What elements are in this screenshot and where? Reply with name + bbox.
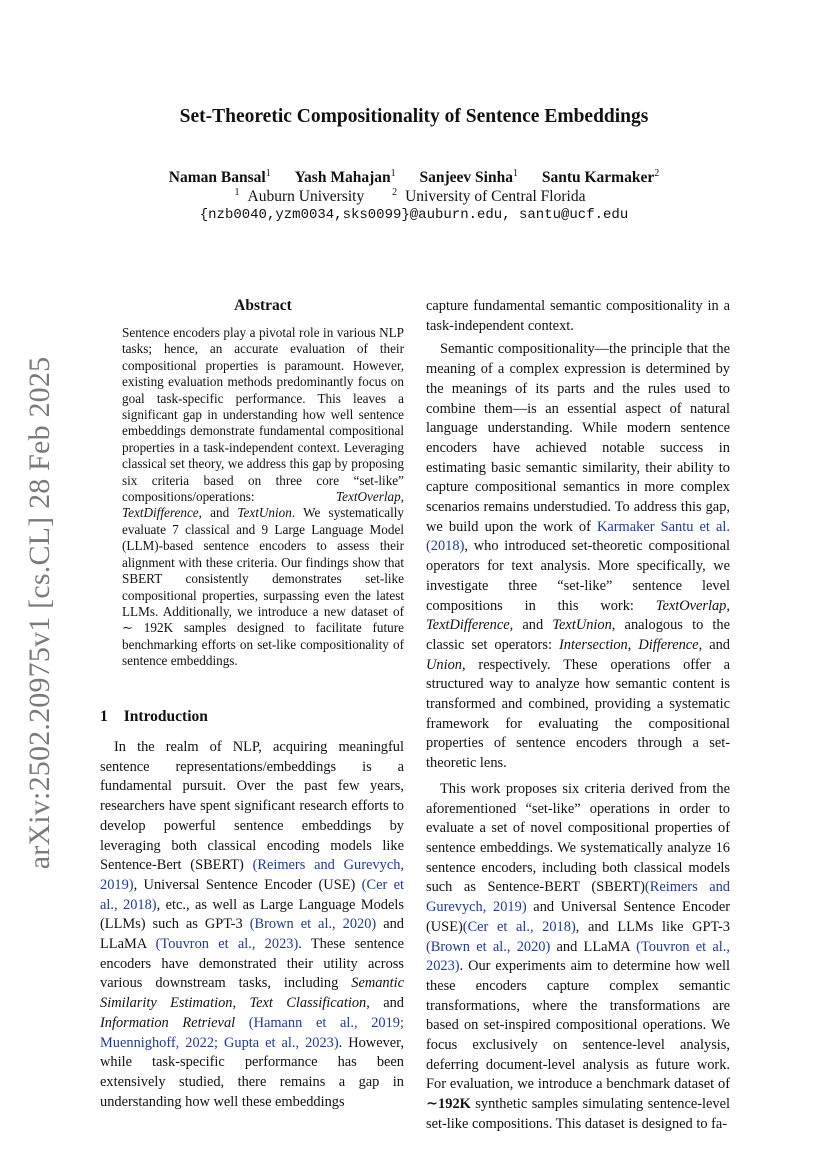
author: Santu Karmaker$^2$ — [541, 168, 660, 187]
citation-link[interactable]: (Touvron et al., 2023) — [155, 936, 299, 953]
citation-link[interactable]: (Hamann et al., 2019; Muennighoff, 2022; Gupta et al., 2023) — [100, 1014, 404, 1051]
author-emails: {nzb0040,yzm0034,sks0099}@auburn.edu, santu@ucf.edu — [199, 207, 629, 223]
author: Naman Bansal$^1$ — [168, 168, 271, 187]
paragraph: Semantic compositionality—the principle that the meaning of a complex expression is determined by the meanings of its parts and the rules used to combine them—is an essential aspect of natural language understanding. While modern sentence encoders have achieved notable success in estimating basic semantic similarity, their ability to capture compositional semantics in more complex scenarios remains understudied. To address this gap, we build upon the work of Karmaker Santu et al. (2018), who introduced set-theoretic compositional operators for text analysis. More specifically, we investigate three “set-like” sentence level compositions in this work: TextOverlap, TextDifference, and TextUnion, analogous to the classic set operators: Intersection, Difference, and Union, respectively. These operations offer a structured way to analyze how semantic content is transformed and combined, providing a systematic framework for evaluating the compositional properties of sentence encoders through a set-theoretic lens. — [426, 341, 731, 772]
citation-link[interactable]: (Brown et al., 2020) — [426, 938, 551, 955]
paragraph: This work proposes six criteria derived from the aforementioned “set-like” operations in order to evaluate a set of novel compositional properties of sentence embeddings. We systematically analyze 16 sentence encoders, including both classical models such as Sentence-BERT (SBERT)(Reimers and Gurevych, 2019) and Universal Sentence Encoder (USE)(Cer et al., 2018), and LLMs like GPT-3 (Brown et al., 2020) and LLaMA (Touvron et al., 2023). Our experiments aim to determine how well these encoders capture complex semantic transformations, where the transformations are based on set-inspired compositional operations. We focus exclusively on sentence-level analysis, deferring document-level analysis as future work. For evaluation, we introduce a benchmark dataset of ∼192K synthetic samples simulating sentence-level set-like compositions. This dataset is designed to fa- — [426, 780, 731, 1132]
affiliation: $^1$ Auburn University — [234, 187, 365, 206]
right-column-text — [426, 297, 730, 1135]
abstract-text: Sentence encoders play a pivotal role in various NLP tasks; hence, an accurate evaluation of their compositional properties is paramount. However, existing evaluation methods predominantly focus on goal task-specific performance. This leaves a significant gap in understanding how well sentence embeddings demonstrate fundamental compositional properties in a task-independent context. Leveraging classical set theory, we address this gap by proposing six criteria based on three core “set-like” compositions/operations: TextOverlap, TextDifference, and TextUnion. We systematically evaluate 7 classical and 9 Large Language Model (LLM)-based sentence encoders to assess their alignment with these criteria. Our findings show that SBERT consistently demonstrates set-like compositional properties, surpassing even the latest LLMs. Additionally, we introduce a new dataset of ∼ 192K samples designed to facilitate future benchmarking efforts on set-like compositionality of sentence embeddings. — [122, 325, 405, 669]
author: Sanjeev Sinha$^1$ — [419, 168, 518, 187]
author: Yash Mahajan$^1$ — [294, 168, 396, 187]
affiliations — [0, 187, 828, 206]
citation-link[interactable]: (Reimers and Gurevych, 2019) — [426, 879, 731, 916]
citation-link[interactable]: (Brown et al., 2020) — [249, 916, 377, 933]
paper-title: Set-Theoretic Compositionality of Sentence Embeddings — [179, 106, 649, 127]
abstract-heading: Abstract — [234, 297, 292, 314]
section-heading-introduction: 1 Introduction — [100, 708, 208, 725]
paragraph: capture fundamental semantic compositionality in a task-independent context. — [426, 298, 730, 334]
citation-link[interactable]: (Touvron et al., 2023) — [426, 938, 730, 975]
citation-link[interactable]: (Reimers and Gurevych, 2019) — [100, 857, 404, 893]
citation-link[interactable]: (Cer et al., 2018) — [462, 918, 576, 935]
introduction-text: In the realm of NLP, acquiring meaningful sentence representations/embeddings is a fundamental pursuit. Over the past few years, researchers have spent significant research efforts to develop powerful sentence embeddings by leveraging both classical encoding models like Sentence-Bert (SBERT) (Reimers and Gurevych, 2019), Universal Sentence Encoder (USE) (Cer et al., 2018), etc., as well as Large Language Models (LLMs) such as GPT-3 (Brown et al., 2020) and LLaMA (Touvron et al., 2023). These sentence encoders have demonstrated their utility across various downstream tasks, including Semantic Similarity Estimation, Text Classification, and Information Retrieval (Hamann et al., 2019; Muennighoff, 2022; Gupta et al., 2023). However, while task-specific performance has been extensively studied, there remains a gap in understanding how well these embeddings — [100, 739, 405, 1110]
citation-link[interactable]: (Cer et al., 2018) — [100, 876, 405, 913]
citation-link[interactable]: Karmaker Santu et al. (2018) — [426, 518, 731, 555]
affiliation: $^2$ University of Central Florida — [392, 187, 586, 206]
author-list — [0, 168, 828, 187]
arxiv-stamp: arXiv:2502.20975v1 [cs.CL] 28 Feb 2025 — [23, 356, 56, 870]
